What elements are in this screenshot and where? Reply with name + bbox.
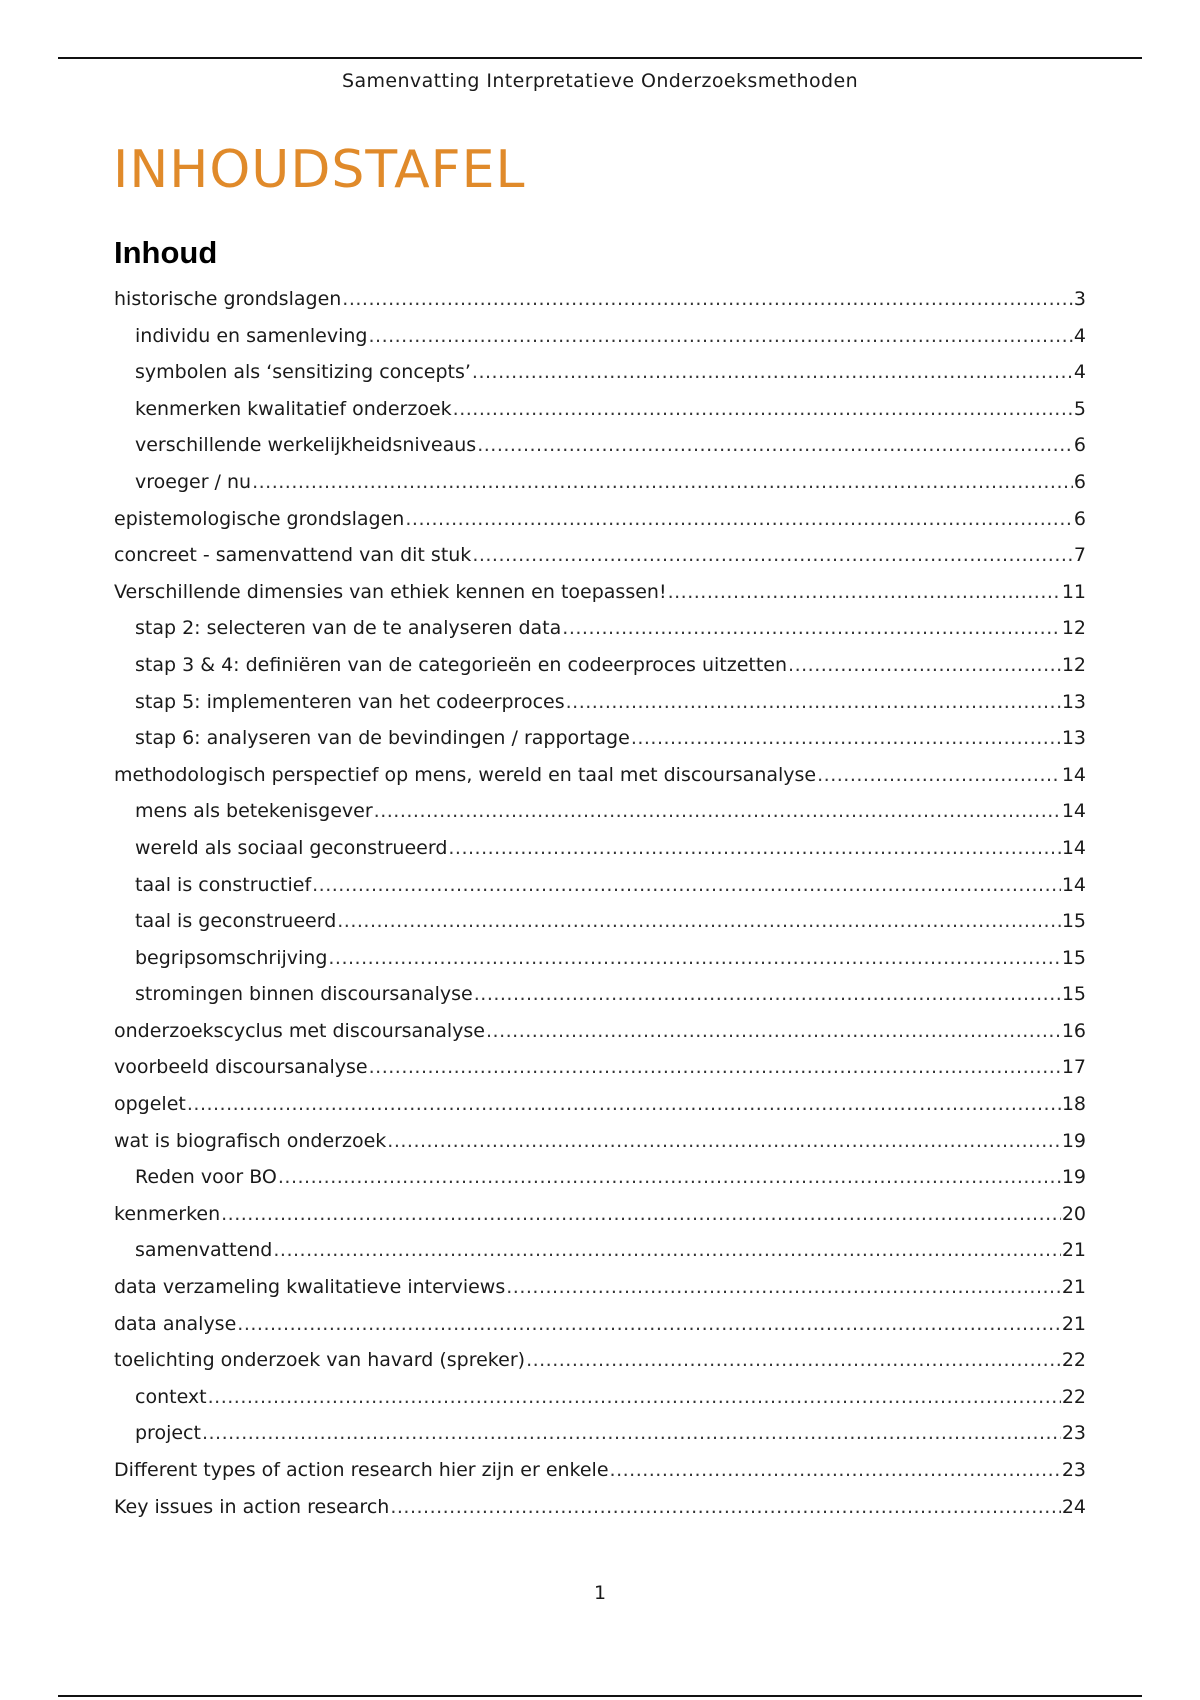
toc-entry-page: 4 [1073, 324, 1086, 347]
toc-entry-title: kenmerken kwalitatief onderzoek [135, 397, 452, 420]
toc-entry[interactable] [114, 1239, 1086, 1276]
toc-dot-leader [369, 1056, 1061, 1078]
toc-dot-leader [474, 983, 1061, 1005]
toc-entry-page: 12 [1061, 653, 1086, 676]
toc-dot-leader [387, 1130, 1061, 1152]
toc-dot-leader [368, 325, 1072, 347]
toc-entry-title: taal is constructief [135, 873, 312, 896]
toc-entry-page: 14 [1061, 873, 1086, 896]
toc-entry-page: 23 [1061, 1422, 1086, 1445]
toc-entry[interactable] [114, 581, 1086, 618]
toc-entry[interactable] [114, 1422, 1086, 1459]
toc-entry-page: 19 [1061, 1166, 1086, 1189]
toc-entry[interactable] [114, 764, 1086, 801]
toc-dot-leader [390, 1496, 1060, 1518]
toc-entry-title: data verzameling kwalitatieve interviews [114, 1276, 506, 1299]
toc-entry-page: 12 [1061, 617, 1086, 640]
toc-entry-title: samenvattend [135, 1239, 273, 1262]
toc-entry[interactable] [114, 837, 1086, 874]
toc-entry-title: concreet - samenvattend van dit stuk [114, 544, 472, 567]
toc-entry[interactable] [114, 910, 1086, 947]
toc-entry-title: Verschillende dimensies van ethiek kennen en toepassen! [114, 580, 667, 603]
toc-entry[interactable] [114, 1276, 1086, 1313]
toc-entry[interactable] [114, 544, 1086, 581]
toc-entry-title: vroeger / nu [135, 470, 252, 493]
toc-entry-page: 20 [1061, 1202, 1086, 1225]
toc-dot-leader [312, 874, 1061, 896]
toc-entry[interactable] [114, 1386, 1086, 1423]
toc-entry-title: voorbeeld discoursanalyse [114, 1056, 368, 1079]
toc-entry[interactable] [114, 361, 1086, 398]
toc-dot-leader [526, 1349, 1061, 1371]
toc-entry-page: 24 [1061, 1495, 1086, 1518]
toc-entry[interactable] [114, 508, 1086, 545]
toc-entry-title: onderzoekscyclus met discoursanalyse [114, 1019, 486, 1042]
page-number: 1 [593, 1582, 607, 1604]
toc-entry[interactable] [114, 1093, 1086, 1130]
toc-entry[interactable] [114, 1056, 1086, 1093]
running-header: Samenvatting Interpretatieve Onderzoeksmethoden [341, 70, 859, 92]
toc-dot-leader [374, 800, 1061, 822]
toc-entry-page: 19 [1061, 1129, 1086, 1152]
toc-heading: Inhoud [114, 235, 218, 270]
toc-dot-leader [278, 1166, 1061, 1188]
toc-entry[interactable] [114, 471, 1086, 508]
toc-dot-leader [187, 1093, 1061, 1115]
toc-entry-page: 6 [1073, 434, 1086, 457]
toc-entry-title: kenmerken [114, 1202, 221, 1225]
toc-entry-title: methodologisch perspectief op mens, wereld en taal met discoursanalyse [114, 763, 817, 786]
toc-entry-page: 21 [1061, 1239, 1086, 1262]
toc-dot-leader [273, 1239, 1060, 1261]
toc-entry-title: stromingen binnen discoursanalyse [135, 983, 473, 1006]
toc-dot-leader [252, 471, 1073, 493]
toc-entry-page: 15 [1061, 983, 1086, 1006]
toc-entry[interactable] [114, 983, 1086, 1020]
toc-dot-leader [405, 508, 1073, 530]
toc-entry-page: 22 [1061, 1349, 1086, 1372]
toc-entry-title: epistemologische grondslagen [114, 507, 405, 530]
toc-dot-leader [668, 581, 1061, 603]
toc-entry[interactable] [114, 1349, 1086, 1386]
toc-entry[interactable] [114, 617, 1086, 654]
toc-entry-title: mens als betekenisgever [135, 800, 373, 823]
toc-dot-leader [472, 544, 1073, 566]
toc-entry-page: 21 [1061, 1276, 1086, 1299]
toc-dot-leader [631, 727, 1061, 749]
toc-entry-title: opgelet [114, 1093, 186, 1116]
toc-entry-title: stap 3 & 4: definiëren van de categorieën en codeerproces uitzetten [135, 653, 788, 676]
toc-entry-page: 14 [1061, 836, 1086, 859]
toc-entry-title: context [135, 1385, 207, 1408]
toc-dot-leader [486, 1020, 1061, 1042]
toc-dot-leader [477, 434, 1073, 456]
toc-entry-page: 17 [1061, 1056, 1086, 1079]
toc-entry-title: individu en samenleving [135, 324, 368, 347]
toc-entry[interactable] [114, 325, 1086, 362]
toc-dot-leader [817, 764, 1061, 786]
toc-dot-leader [788, 654, 1061, 676]
toc-entry-page: 15 [1061, 946, 1086, 969]
toc-entry-title: data analyse [114, 1312, 237, 1335]
toc-dot-leader [562, 617, 1061, 639]
toc-entry-page: 6 [1073, 507, 1086, 530]
toc-dot-leader [342, 288, 1073, 310]
toc-entry-title: historische grondslagen [114, 288, 342, 310]
toc-dot-leader [337, 910, 1061, 932]
toc-entry-page: 21 [1061, 1312, 1086, 1335]
toc-entry[interactable] [114, 874, 1086, 911]
toc-entry[interactable] [114, 1313, 1086, 1350]
header-rule [58, 57, 1142, 59]
toc-entry[interactable] [114, 288, 1086, 325]
toc-entry-title: wat is biografisch onderzoek [114, 1129, 387, 1152]
toc-entry-page: 13 [1061, 690, 1086, 713]
toc-entry-page: 23 [1061, 1459, 1086, 1481]
toc-dot-leader [472, 361, 1073, 383]
toc-entry-title: Key issues in action research [114, 1495, 390, 1518]
toc-dot-leader [202, 1422, 1061, 1444]
toc-entry-page: 13 [1061, 727, 1086, 750]
toc-entry-title: symbolen als ‘sensitizing concepts’ [135, 361, 471, 384]
toc-entry-title: project [135, 1422, 201, 1445]
toc-entry-page: 5 [1073, 397, 1086, 420]
toc-entry-title: stap 2: selecteren van de te analyseren data [135, 617, 562, 640]
toc-dot-leader [208, 1386, 1061, 1408]
toc-entry-page: 14 [1061, 800, 1086, 823]
toc-entry-title: Different types of action research hier zijn er enkele [114, 1459, 609, 1481]
toc-dot-leader [221, 1203, 1061, 1225]
toc-dot-leader [448, 837, 1060, 859]
toc-entry[interactable] [114, 398, 1086, 435]
toc-entry-title: Reden voor BO [135, 1166, 277, 1189]
toc-entry[interactable] [114, 947, 1086, 984]
toc-entry[interactable] [114, 800, 1086, 837]
toc-dot-leader [610, 1459, 1061, 1481]
toc-entry[interactable] [114, 1203, 1086, 1240]
toc-entry-page: 4 [1073, 361, 1086, 384]
toc-dot-leader [506, 1276, 1061, 1298]
toc-entry-title: toelichting onderzoek van havard (spreker) [114, 1349, 526, 1372]
toc-entry[interactable] [114, 434, 1086, 471]
toc-entry[interactable] [114, 1020, 1086, 1057]
table-of-contents [114, 288, 1086, 1532]
toc-entry-page: 15 [1061, 910, 1086, 933]
toc-entry-page: 6 [1073, 470, 1086, 493]
toc-entry-page: 14 [1061, 763, 1086, 786]
toc-dot-leader [328, 947, 1060, 969]
toc-entry-page: 18 [1061, 1093, 1086, 1116]
toc-entry-page: 22 [1061, 1385, 1086, 1408]
toc-entry-page: 16 [1061, 1019, 1086, 1042]
toc-entry-title: stap 5: implementeren van het codeerproces [135, 690, 565, 713]
toc-dot-leader [453, 398, 1073, 420]
footer-rule [58, 1695, 1142, 1697]
toc-entry[interactable] [114, 1496, 1086, 1533]
toc-entry[interactable] [114, 654, 1086, 691]
toc-entry-title: verschillende werkelijkheidsniveaus [135, 434, 477, 457]
toc-entry-page: 7 [1073, 544, 1086, 567]
toc-entry[interactable] [114, 727, 1086, 764]
toc-entry-title: wereld als sociaal geconstrueerd [135, 836, 448, 859]
toc-entry-page: 11 [1061, 580, 1086, 603]
toc-entry-page: 3 [1073, 288, 1086, 310]
toc-entry[interactable] [114, 691, 1086, 728]
toc-dot-leader [237, 1313, 1061, 1335]
toc-entry-title: begripsomschrijving [135, 946, 328, 969]
toc-dot-leader [566, 691, 1061, 713]
document-title: INHOUDSTAFEL [113, 140, 526, 200]
toc-entry[interactable] [114, 1459, 1086, 1496]
toc-entry-title: stap 6: analyseren van de bevindingen / rapportage [135, 727, 630, 750]
toc-entry[interactable] [114, 1130, 1086, 1167]
toc-entry[interactable] [114, 1166, 1086, 1203]
toc-entry-title: taal is geconstrueerd [135, 910, 337, 933]
